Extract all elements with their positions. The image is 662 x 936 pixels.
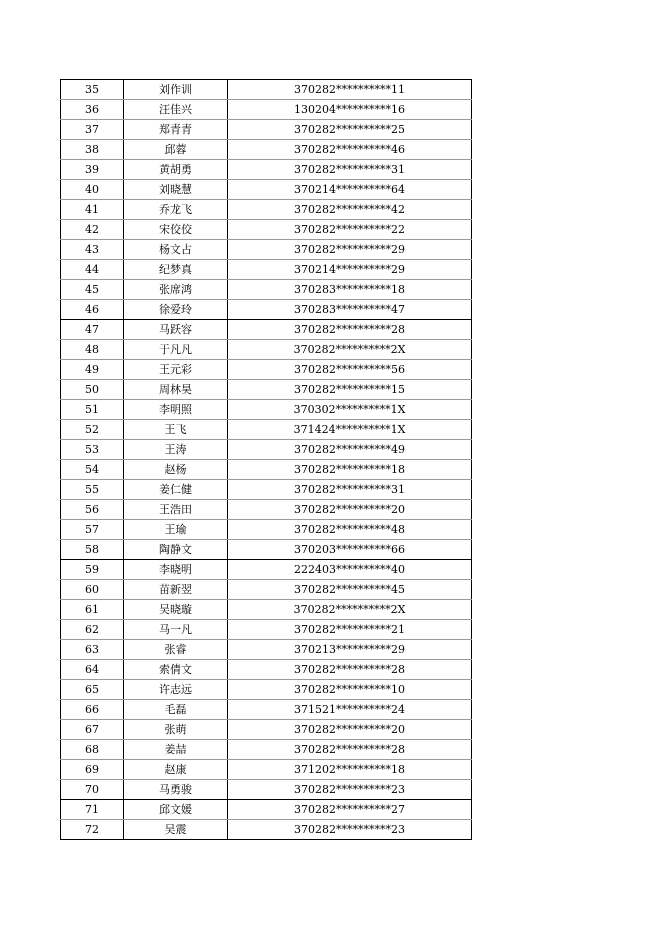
row-name: 马一凡 (124, 620, 228, 640)
row-number: 70 (61, 780, 124, 800)
row-number: 68 (61, 740, 124, 760)
row-name: 索倩文 (124, 660, 228, 680)
row-id-number: 370282**********20 (228, 720, 472, 740)
row-id-number: 370213**********29 (228, 640, 472, 660)
roster-table (60, 79, 472, 840)
table-row (61, 480, 472, 500)
row-name: 苗新翌 (124, 580, 228, 600)
table-row (61, 580, 472, 600)
row-id-number: 370282**********20 (228, 500, 472, 520)
row-number: 51 (61, 400, 124, 420)
row-id-number: 370282**********28 (228, 660, 472, 680)
row-id-number: 370282**********48 (228, 520, 472, 540)
table-row (61, 720, 472, 740)
row-number: 43 (61, 240, 124, 260)
row-id-number: 370282**********28 (228, 320, 472, 340)
row-id-number: 370282**********28 (228, 740, 472, 760)
row-number: 64 (61, 660, 124, 680)
row-name: 刘作训 (124, 80, 228, 100)
table-row (61, 140, 472, 160)
row-number: 38 (61, 140, 124, 160)
row-id-number: 222403**********40 (228, 560, 472, 580)
row-id-number: 370214**********29 (228, 260, 472, 280)
row-number: 42 (61, 220, 124, 240)
row-number: 55 (61, 480, 124, 500)
row-name: 吴震 (124, 820, 228, 840)
row-number: 56 (61, 500, 124, 520)
row-id-number: 370282**********42 (228, 200, 472, 220)
row-name: 王涛 (124, 440, 228, 460)
row-name: 邱文媛 (124, 800, 228, 820)
table-row (61, 440, 472, 460)
table-row (61, 100, 472, 120)
table-row (61, 220, 472, 240)
row-id-number: 370283**********47 (228, 300, 472, 320)
row-number: 61 (61, 600, 124, 620)
row-number: 60 (61, 580, 124, 600)
row-number: 57 (61, 520, 124, 540)
row-number: 62 (61, 620, 124, 640)
row-id-number: 370282**********2X (228, 340, 472, 360)
table-row (61, 200, 472, 220)
row-number: 52 (61, 420, 124, 440)
row-name: 王瑜 (124, 520, 228, 540)
row-name: 王飞 (124, 420, 228, 440)
table-row (61, 160, 472, 180)
row-name: 许志远 (124, 680, 228, 700)
row-number: 50 (61, 380, 124, 400)
row-id-number: 370282**********21 (228, 620, 472, 640)
table-row (61, 420, 472, 440)
row-name: 张席鸿 (124, 280, 228, 300)
row-id-number: 371202**********18 (228, 760, 472, 780)
row-name: 王元彩 (124, 360, 228, 380)
table-row (61, 820, 472, 840)
row-id-number: 370282**********18 (228, 460, 472, 480)
row-name: 周林昊 (124, 380, 228, 400)
row-name: 李晓明 (124, 560, 228, 580)
row-number: 48 (61, 340, 124, 360)
table-row (61, 80, 472, 100)
table-row (61, 760, 472, 780)
table-row (61, 600, 472, 620)
table-row (61, 180, 472, 200)
row-id-number: 370214**********64 (228, 180, 472, 200)
row-id-number: 370282**********25 (228, 120, 472, 140)
table-row (61, 260, 472, 280)
table-row (61, 740, 472, 760)
row-number: 66 (61, 700, 124, 720)
row-id-number: 370282**********31 (228, 160, 472, 180)
row-name: 宋佼佼 (124, 220, 228, 240)
row-name: 张睿 (124, 640, 228, 660)
row-number: 44 (61, 260, 124, 280)
table-row (61, 380, 472, 400)
row-number: 37 (61, 120, 124, 140)
row-number: 36 (61, 100, 124, 120)
row-id-number: 370282**********49 (228, 440, 472, 460)
row-name: 乔龙飞 (124, 200, 228, 220)
table-row (61, 500, 472, 520)
row-number: 39 (61, 160, 124, 180)
row-id-number: 370282**********15 (228, 380, 472, 400)
row-name: 马跃容 (124, 320, 228, 340)
table-row (61, 780, 472, 800)
row-name: 张萌 (124, 720, 228, 740)
table-row (61, 800, 472, 820)
row-id-number: 370282**********29 (228, 240, 472, 260)
row-id-number: 370282**********2X (228, 600, 472, 620)
row-name: 赵康 (124, 760, 228, 780)
table-row (61, 640, 472, 660)
row-name: 徐爱玲 (124, 300, 228, 320)
row-name: 马勇骏 (124, 780, 228, 800)
row-id-number: 370283**********18 (228, 280, 472, 300)
table-row (61, 240, 472, 260)
table-row (61, 120, 472, 140)
row-number: 67 (61, 720, 124, 740)
row-name: 赵杨 (124, 460, 228, 480)
row-id-number: 370282**********11 (228, 80, 472, 100)
row-name: 郑青青 (124, 120, 228, 140)
table-row (61, 660, 472, 680)
row-number: 47 (61, 320, 124, 340)
table-row (61, 560, 472, 580)
row-name: 姜喆 (124, 740, 228, 760)
table-row (61, 700, 472, 720)
row-id-number: 370282**********23 (228, 820, 472, 840)
row-id-number: 370282**********22 (228, 220, 472, 240)
row-name: 陶静文 (124, 540, 228, 560)
table-row (61, 400, 472, 420)
row-number: 69 (61, 760, 124, 780)
row-name: 吴晓璇 (124, 600, 228, 620)
table-row (61, 340, 472, 360)
row-id-number: 371424**********1X (228, 420, 472, 440)
row-id-number: 130204**********16 (228, 100, 472, 120)
row-number: 65 (61, 680, 124, 700)
roster-body (61, 80, 472, 840)
row-id-number: 370282**********56 (228, 360, 472, 380)
row-id-number: 370282**********46 (228, 140, 472, 160)
row-name: 刘晓慧 (124, 180, 228, 200)
row-id-number: 370282**********45 (228, 580, 472, 600)
row-name: 黄胡勇 (124, 160, 228, 180)
row-number: 54 (61, 460, 124, 480)
table-row (61, 460, 472, 480)
row-number: 72 (61, 820, 124, 840)
row-number: 49 (61, 360, 124, 380)
table-row (61, 360, 472, 380)
table-row (61, 300, 472, 320)
row-number: 35 (61, 80, 124, 100)
row-number: 53 (61, 440, 124, 460)
table-row (61, 520, 472, 540)
row-id-number: 371521**********24 (228, 700, 472, 720)
row-id-number: 370282**********23 (228, 780, 472, 800)
row-name: 汪佳兴 (124, 100, 228, 120)
row-name: 姜仁健 (124, 480, 228, 500)
row-number: 59 (61, 560, 124, 580)
row-name: 毛磊 (124, 700, 228, 720)
row-number: 71 (61, 800, 124, 820)
row-name: 邱蓉 (124, 140, 228, 160)
row-name: 杨文占 (124, 240, 228, 260)
table-row (61, 280, 472, 300)
row-id-number: 370302**********1X (228, 400, 472, 420)
row-number: 58 (61, 540, 124, 560)
table-row (61, 540, 472, 560)
row-id-number: 370282**********10 (228, 680, 472, 700)
row-number: 45 (61, 280, 124, 300)
row-number: 41 (61, 200, 124, 220)
row-name: 李明照 (124, 400, 228, 420)
row-number: 40 (61, 180, 124, 200)
row-id-number: 370282**********27 (228, 800, 472, 820)
row-name: 于凡凡 (124, 340, 228, 360)
row-id-number: 370203**********66 (228, 540, 472, 560)
table-row (61, 620, 472, 640)
row-number: 46 (61, 300, 124, 320)
row-id-number: 370282**********31 (228, 480, 472, 500)
row-name: 纪梦真 (124, 260, 228, 280)
row-name: 王浩田 (124, 500, 228, 520)
row-number: 63 (61, 640, 124, 660)
table-row (61, 680, 472, 700)
table-row (61, 320, 472, 340)
